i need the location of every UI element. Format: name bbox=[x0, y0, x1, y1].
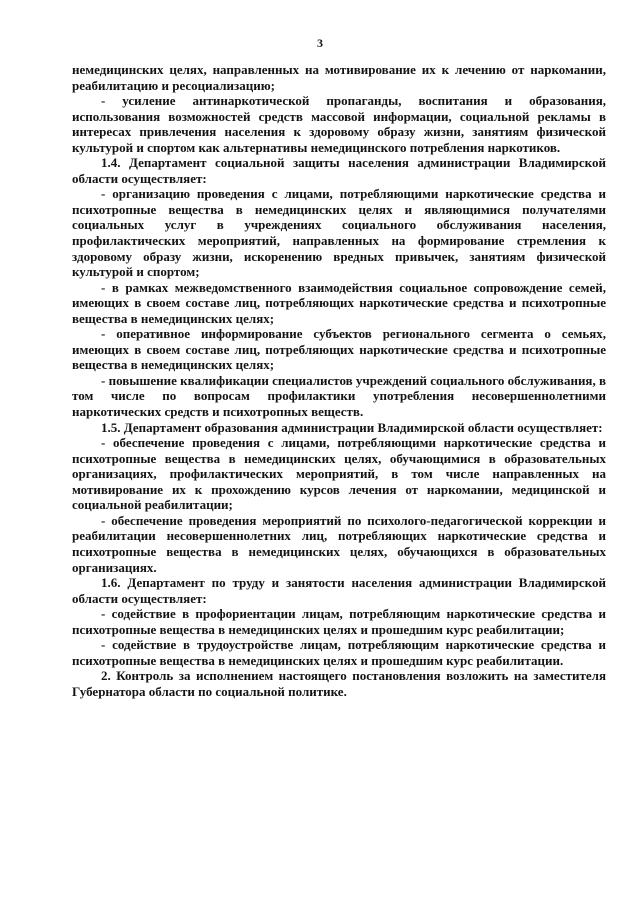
list-item-psych-correction: - обеспечение проведения мероприятий по психолого-педагогической коррекции и реабилитации несовершеннолетних лиц, потребляющих наркотические средства и психотропные вещества в немедицинских целях, обучающихся в образовательных организациях. bbox=[72, 512, 606, 575]
paragraph-continuation: немедицинских целях, направленных на мотивирование их к лечению от наркомании, реабилитацию и ресоциализацию; bbox=[72, 62, 606, 93]
list-item-employment: - содействие в трудоустройстве лицам, потребляющим наркотические средства и психотропные вещества в немедицинских целях и прошедшим курс реабилитации. bbox=[72, 637, 606, 668]
list-item-informing: - оперативное информирование субъектов регионального сегмента о семьях, имеющих в своем составе лиц, потребляющих наркотические средства и психотропные вещества в немедицинских целях; bbox=[72, 326, 606, 373]
list-item-education-prevention: - обеспечение проведения с лицами, потребляющими наркотические средства и психотропные вещества в немедицинских целях, обучающимися в образовательных организациях, профилактических мероприятий, в том числе направленных на мотивирование их к прохождению курсов лечения от наркомании, медицинской и социальной реабилитации; bbox=[72, 435, 606, 513]
section-1-5-heading: 1.5. Департамент образования администрации Владимирской области осуществляет: bbox=[101, 419, 603, 435]
list-item-qualification: - повышение квалификации специалистов учреждений социального обслуживания, в том числе по вопросам профилактики употребления несовершеннолетними наркотических средств и психотропных веществ. bbox=[72, 372, 606, 420]
document-body bbox=[72, 62, 606, 699]
page-number: 3 bbox=[317, 36, 323, 50]
list-item-family-support: - в рамках межведомственного взаимодействия социальное сопровождение семей, имеющих в своем составе лиц, потребляющих наркотические средства и психотропные вещества в немедицинских целях; bbox=[72, 279, 606, 326]
list-item-social-prevention: - организацию проведения с лицами, потребляющими наркотические средства и психотропные вещества в немедицинских целях и являющимися получателями социальных услуг в учреждениях социального обслуживания населения, профилактических мероприятий, направленных на формирование стремления к здоровому образу жизни, искоренению вредных привычек, занятиям физической культурой и спортом; bbox=[72, 186, 606, 280]
list-item-career-guidance: - содействие в профориентации лицам, потребляющим наркотические средства и психотропные вещества в немедицинских целях и прошедшим курс реабилитации; bbox=[72, 606, 606, 637]
section-1-6-heading: 1.6. Департамент по труду и занятости населения администрации Владимирской области осуществляет: bbox=[72, 575, 606, 606]
section-2-control: 2. Контроль за исполнением настоящего постановления возложить на заместителя Губернатора области по социальной политике. bbox=[72, 668, 606, 699]
list-item-antidrug-propaganda: - усиление антинаркотической пропаганды, воспитания и образования, использования возможностей средств массовой информации, социальной рекламы в интересах привлечения населения к здоровому образу жизни, занятиям физической культурой и спортом как альтернативы немедицинского потребления наркотиков. bbox=[72, 93, 606, 155]
section-1-4-heading: 1.4. Департамент социальной защиты населения администрации Владимирской области осуществляет: bbox=[72, 155, 606, 186]
